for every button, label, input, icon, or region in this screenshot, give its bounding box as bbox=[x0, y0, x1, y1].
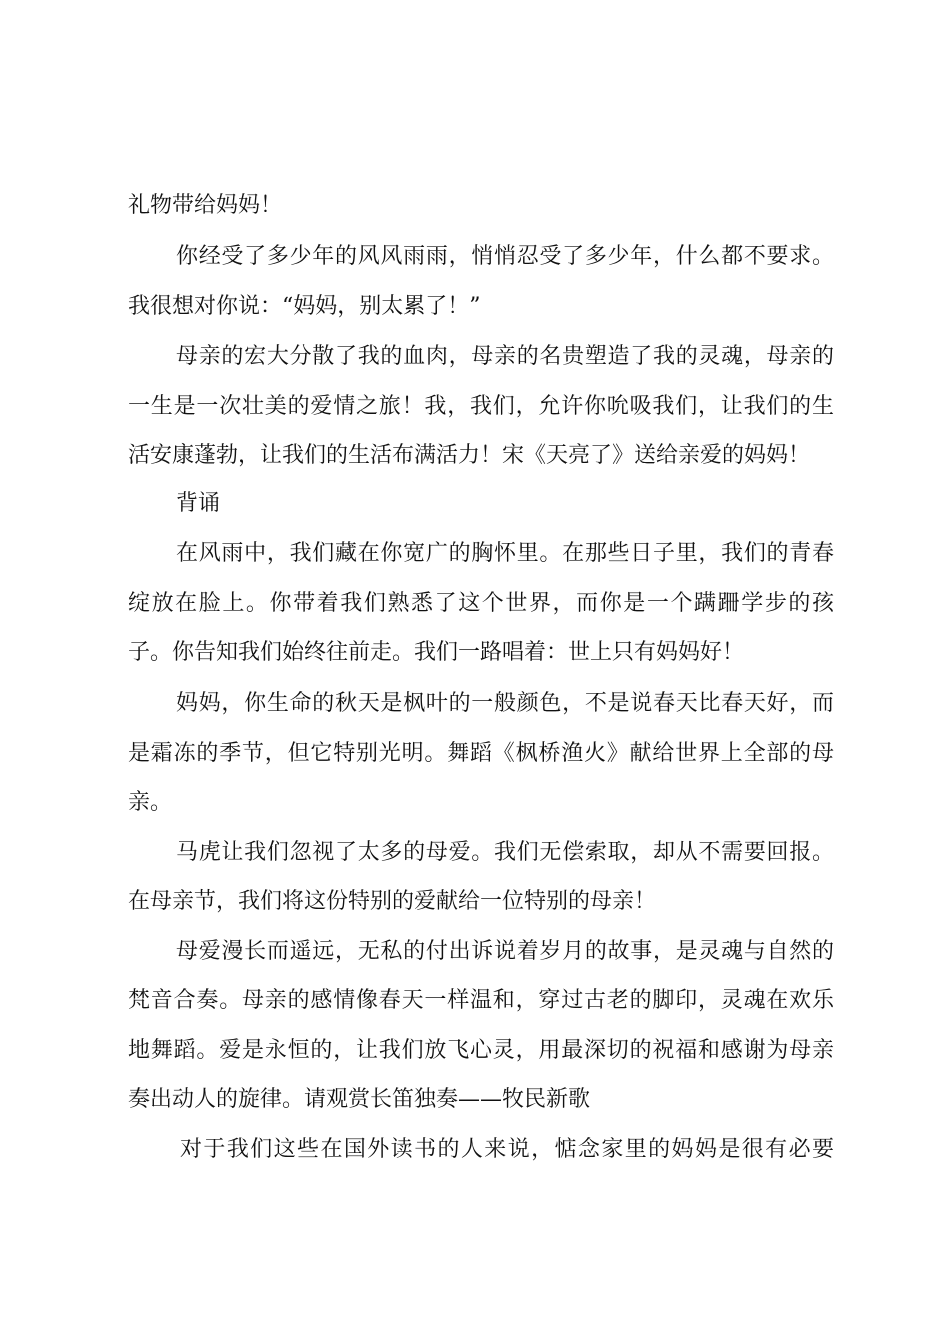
text-line: 礼物带给妈妈！ bbox=[128, 193, 283, 218]
text-line: 在母亲节，我们将这份特别的爱献给一位特别的母亲！ bbox=[128, 889, 657, 914]
text-line: 背诵 bbox=[176, 491, 221, 516]
text-line: 是霜冻的季节，但它特别光明。舞蹈《枫桥渔火》献给世界上全部的母 bbox=[128, 741, 834, 766]
text-line: 你经受了多少年的风风雨雨，悄悄忍受了多少年，什么都不要求。 bbox=[176, 244, 834, 269]
text-line: 妈妈，你生命的秋天是枫叶的一般颜色，不是说春天比春天好，而 bbox=[176, 691, 834, 716]
text-line: 我很想对你说：“妈妈，别太累了！” bbox=[128, 294, 481, 319]
text-line: 奏出动人的旋律。请观赏长笛独奏——牧民新歌 bbox=[128, 1087, 591, 1112]
text-line: 绽放在脸上。你带着我们熟悉了这个世界，而你是一个蹒跚学步的孩 bbox=[128, 591, 834, 616]
text-line: 活安康蓬勃，让我们的生活布满活力！宋《天亮了》送给亲爱的妈妈！ bbox=[128, 443, 811, 468]
text-line: 马虎让我们忽视了太多的母爱。我们无偿索取，却从不需要回报。 bbox=[176, 840, 834, 865]
text-line: 地舞蹈。爱是永恒的，让我们放飞心灵，用最深切的祝福和感谢为母亲 bbox=[128, 1038, 834, 1063]
text-line: 子。你告知我们始终往前走。我们一路唱着：世上只有妈妈好！ bbox=[128, 640, 745, 665]
text-line: 梵音合奏。母亲的感情像春天一样温和，穿过古老的脚印，灵魂在欢乐 bbox=[128, 988, 834, 1013]
text-line: 母亲的宏大分散了我的血肉，母亲的名贵塑造了我的灵魂，母亲的 bbox=[176, 344, 834, 369]
text-line: 母爱漫长而遥远，无私的付出诉说着岁月的故事，是灵魂与自然的 bbox=[176, 939, 834, 964]
text-line: 亲。 bbox=[128, 790, 173, 815]
text-line: 在风雨中，我们藏在你宽广的胸怀里。在那些日子里，我们的青春 bbox=[176, 541, 834, 566]
text-line: 一生是一次壮美的爱情之旅！我，我们，允许你吮吸我们，让我们的生 bbox=[128, 394, 834, 419]
text-line: 对于我们这些在国外读书的人来说，惦念家里的妈妈是很有必要 bbox=[180, 1137, 834, 1162]
